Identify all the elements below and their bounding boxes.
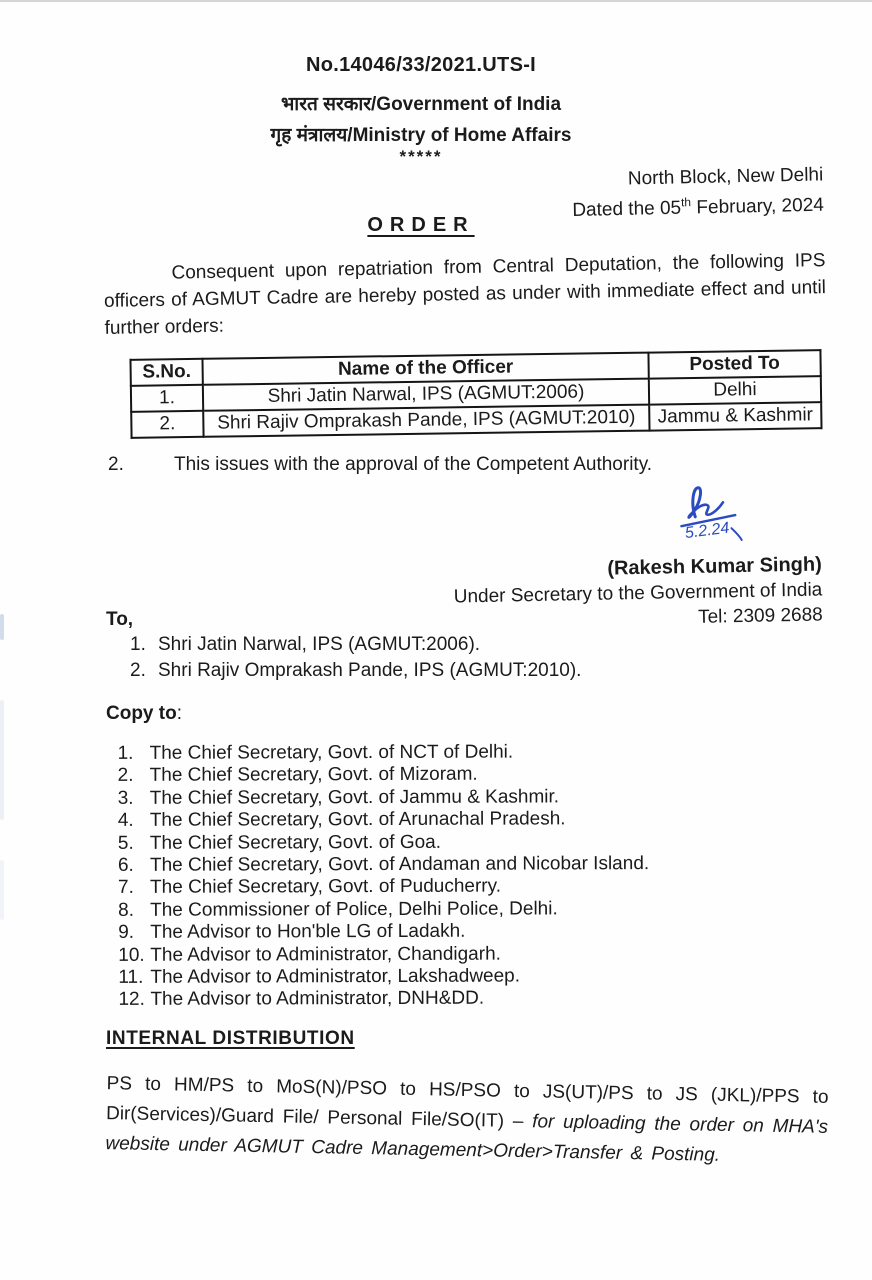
- cell-posted-to: Delhi: [649, 376, 821, 404]
- signatory-phone: Tel: 2309 2688: [698, 604, 824, 628]
- ministry-line: गृह मंत्रालय/Ministry of Home Affairs: [270, 125, 572, 146]
- item-number: 4.: [117, 810, 134, 832]
- to-block: [106, 608, 581, 684]
- item-number: 5.: [117, 832, 134, 854]
- item-number: 1.: [117, 742, 134, 764]
- intro-paragraph: Consequent upon repatriation from Central Deputation, the following IPS officers of AGMUT Cadre are hereby posted as under with immediate effect and until further orders:: [103, 250, 827, 339]
- place-line: North Block, New Delhi: [628, 164, 824, 190]
- copy-item: [118, 741, 649, 765]
- addressee-item: [130, 632, 581, 658]
- order-title-text: ORDER: [367, 214, 475, 236]
- item-text: The Chief Secretary, Govt. of Goa.: [149, 831, 442, 854]
- item-number: 3.: [117, 787, 134, 809]
- copy-item: [118, 988, 649, 1012]
- copy-item: [118, 898, 649, 922]
- item-number: 8.: [118, 899, 135, 921]
- item-number: 9.: [118, 922, 135, 944]
- item-text: Shri Rajiv Omprakash Pande, IPS (AGMUT:2010).: [158, 660, 582, 681]
- cell-officer-name: Shri Jatin Narwal, IPS (AGMUT:2006): [203, 379, 649, 411]
- handwritten-date: 5.2.24: [684, 519, 731, 543]
- stars-separator: *****: [399, 147, 443, 166]
- distribution-text: PS to HM/PS to MoS(N)/PSO to HS/PSO to JS(UT)/PS to JS (JKL)/PPS to Dir(Services)/Guard File/ Personal File/SO(IT) –: [105, 1073, 829, 1133]
- item-number: 12.: [118, 989, 145, 1011]
- scan-edge-artifact: [0, 614, 4, 640]
- item-text: The Commissioner of Police, Delhi Police, Delhi.: [150, 898, 558, 921]
- internal-distribution-heading: INTERNAL DISTRIBUTION: [106, 1028, 355, 1049]
- copy-item: [118, 920, 649, 944]
- copy-item: [118, 763, 649, 787]
- copy-to-text: Copy to: [106, 703, 177, 724]
- date-text-rest: February, 2024: [691, 194, 825, 219]
- item-number: 2.: [117, 765, 134, 787]
- item-text: Shri Jatin Narwal, IPS (AGMUT:2006).: [158, 634, 481, 655]
- to-label: To,: [106, 609, 134, 630]
- item-text: The Chief Secretary, Govt. of Jammu & Kashmir.: [149, 786, 560, 809]
- header-posted-to: Posted To: [648, 350, 820, 378]
- date-text: Dated the 05: [572, 197, 682, 221]
- signatory-designation: Under Secretary to the Government of India: [453, 579, 823, 608]
- item-text: The Chief Secretary, Govt. of Puducherry.: [150, 876, 502, 899]
- copy-to-label: [106, 702, 182, 726]
- item-text: The Chief Secretary, Govt. of Arunachal Pradesh.: [149, 808, 566, 832]
- item-text: The Advisor to Administrator, Chandigarh.: [150, 943, 501, 966]
- paragraph-number: 2.: [108, 454, 124, 475]
- approval-text: This issues with the approval of the Competent Authority.: [174, 454, 653, 475]
- signatory-name: (Rakesh Kumar Singh): [607, 553, 823, 580]
- header-officer-name: Name of the Officer: [202, 353, 648, 385]
- item-number: 2.: [130, 660, 146, 681]
- copy-item: [118, 853, 649, 877]
- item-number: 11.: [118, 966, 144, 988]
- posting-table: [129, 349, 822, 439]
- item-number: 6.: [117, 854, 134, 876]
- copy-item: [118, 808, 649, 832]
- file-number: No.14046/33/2021.UTS-I: [305, 54, 537, 76]
- addressee-item: [130, 658, 581, 684]
- signature-ink: [657, 479, 778, 553]
- item-number: 10.: [118, 944, 145, 966]
- item-text: The Advisor to Hon'ble LG of Ladakh.: [150, 920, 466, 944]
- government-of-india-line: भारत सरकार/Government of India: [280, 94, 562, 115]
- copy-item: [118, 943, 649, 967]
- header-sno: S.No.: [130, 359, 202, 386]
- item-text: The Advisor to Administrator, Lakshadweep.: [150, 965, 521, 988]
- copy-item: [118, 876, 649, 900]
- distribution-text-italic: for uploading the order on MHA's website under AGMUT Cadre Management>Order>Transfer & Posting.: [105, 1111, 829, 1166]
- cell-posted-to: Jammu & Kashmir: [649, 402, 821, 430]
- item-text: The Chief Secretary, Govt. of Andaman and Nicobar Island.: [149, 853, 650, 876]
- scan-top-edge-line: [0, 0, 872, 2]
- copy-item: [118, 831, 649, 855]
- item-text: The Chief Secretary, Govt. of NCT of Delhi.: [149, 741, 514, 764]
- scan-edge-artifact: [0, 700, 4, 820]
- scan-edge-artifact: [0, 860, 4, 920]
- item-text: The Chief Secretary, Govt. of Mizoram.: [149, 764, 478, 787]
- approval-paragraph: [108, 454, 808, 476]
- copy-to-colon: :: [176, 703, 182, 724]
- copy-item: [118, 786, 649, 810]
- copy-item: [118, 965, 649, 989]
- cell-sno: 2.: [131, 411, 203, 438]
- date-ordinal-suffix: th: [681, 195, 692, 210]
- addressee-list: [130, 632, 581, 684]
- item-text: The Advisor to Administrator, DNH&DD.: [150, 988, 485, 1011]
- item-number: 1.: [130, 634, 146, 655]
- copy-list: [118, 741, 650, 1012]
- item-number: 7.: [118, 877, 134, 899]
- order-title: [0, 214, 842, 237]
- cell-officer-name: Shri Rajiv Omprakash Pande, IPS (AGMUT:2010): [203, 405, 649, 437]
- cell-sno: 1.: [131, 385, 203, 412]
- distribution-paragraph: [105, 1069, 829, 1173]
